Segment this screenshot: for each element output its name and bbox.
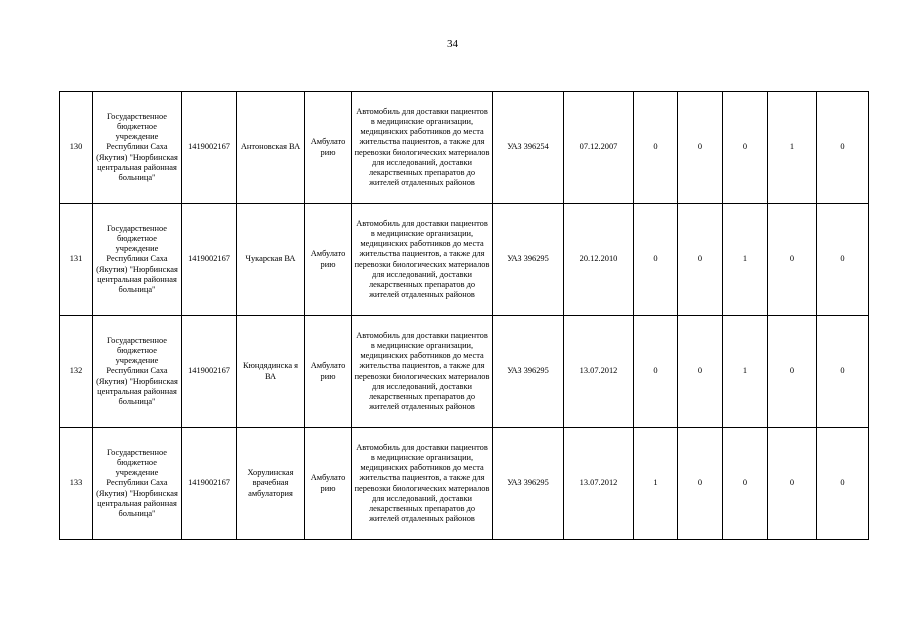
vehicle-purpose: Автомобиль для доставки пациентов в медицинские организации, медицинских работников до места жительства пациентов, а также для перевозки биологических материалов для исследований, доставки лекарственных препаратов до жителей отдаленных районов — [352, 204, 493, 316]
acquisition-date: 13.07.2012 — [564, 428, 634, 540]
count-cell: 1 — [723, 204, 768, 316]
row-number: 131 — [60, 204, 93, 316]
acquisition-date: 13.07.2012 — [564, 316, 634, 428]
count-cell: 0 — [634, 204, 678, 316]
vehicle-purpose: Автомобиль для доставки пациентов в медицинские организации, медицинских работников до места жительства пациентов, а также для перевозки биологических материалов для исследований, доставки лекарственных препаратов до жителей отдаленных районов — [352, 316, 493, 428]
count-cell: 0 — [817, 92, 869, 204]
count-cell: 1 — [723, 316, 768, 428]
count-cell: 1 — [634, 428, 678, 540]
count-cell: 0 — [678, 316, 723, 428]
count-cell: 1 — [768, 92, 817, 204]
row-number: 132 — [60, 316, 93, 428]
acquisition-date: 20.12.2010 — [564, 204, 634, 316]
count-cell: 0 — [678, 204, 723, 316]
row-number: 130 — [60, 92, 93, 204]
organization-name: Государственное бюджетное учреждение Республики Саха (Якутия) "Нюрбинская центральная районная больница" — [93, 92, 182, 204]
vehicle-purpose: Автомобиль для доставки пациентов в медицинские организации, медицинских работников до места жительства пациентов, а также для перевозки биологических материалов для исследований, доставки лекарственных препаратов до жителей отдаленных районов — [352, 92, 493, 204]
row-number: 133 — [60, 428, 93, 540]
organization-name: Государственное бюджетное учреждение Республики Саха (Якутия) "Нюрбинская центральная районная больница" — [93, 316, 182, 428]
count-cell: 0 — [723, 92, 768, 204]
table-row — [60, 92, 869, 204]
vehicle-registry-table — [59, 91, 869, 540]
inn-code: 1419002167 — [182, 316, 237, 428]
count-cell: 0 — [817, 316, 869, 428]
count-cell: 0 — [817, 204, 869, 316]
facility-type: Амбулато рию — [305, 316, 352, 428]
table-row — [60, 204, 869, 316]
count-cell: 0 — [723, 428, 768, 540]
vehicle-model: УАЗ 396254 — [493, 92, 564, 204]
table-row — [60, 428, 869, 540]
organization-name: Государственное бюджетное учреждение Республики Саха (Якутия) "Нюрбинская центральная районная больница" — [93, 428, 182, 540]
vehicle-model: УАЗ 396295 — [493, 316, 564, 428]
inn-code: 1419002167 — [182, 428, 237, 540]
facility-type: Амбулато рию — [305, 92, 352, 204]
vehicle-model: УАЗ 396295 — [493, 204, 564, 316]
count-cell: 0 — [768, 204, 817, 316]
facility-location: Антоновская ВА — [237, 92, 305, 204]
facility-location: Кюндядинска я ВА — [237, 316, 305, 428]
organization-name: Государственное бюджетное учреждение Республики Саха (Якутия) "Нюрбинская центральная районная больница" — [93, 204, 182, 316]
count-cell: 0 — [634, 92, 678, 204]
page-number: 34 — [447, 38, 458, 50]
vehicle-model: УАЗ 396295 — [493, 428, 564, 540]
inn-code: 1419002167 — [182, 204, 237, 316]
table-row — [60, 316, 869, 428]
facility-type: Амбулато рию — [305, 428, 352, 540]
facility-location: Хорулинская врачебная амбулатория — [237, 428, 305, 540]
vehicle-purpose: Автомобиль для доставки пациентов в медицинские организации, медицинских работников до места жительства пациентов, а также для перевозки биологических материалов для исследований, доставки лекарственных препаратов до жителей отдаленных районов — [352, 428, 493, 540]
count-cell: 0 — [768, 316, 817, 428]
count-cell: 0 — [678, 92, 723, 204]
acquisition-date: 07.12.2007 — [564, 92, 634, 204]
count-cell: 0 — [817, 428, 869, 540]
facility-type: Амбулато рию — [305, 204, 352, 316]
count-cell: 0 — [768, 428, 817, 540]
count-cell: 0 — [634, 316, 678, 428]
count-cell: 0 — [678, 428, 723, 540]
inn-code: 1419002167 — [182, 92, 237, 204]
facility-location: Чукарская ВА — [237, 204, 305, 316]
